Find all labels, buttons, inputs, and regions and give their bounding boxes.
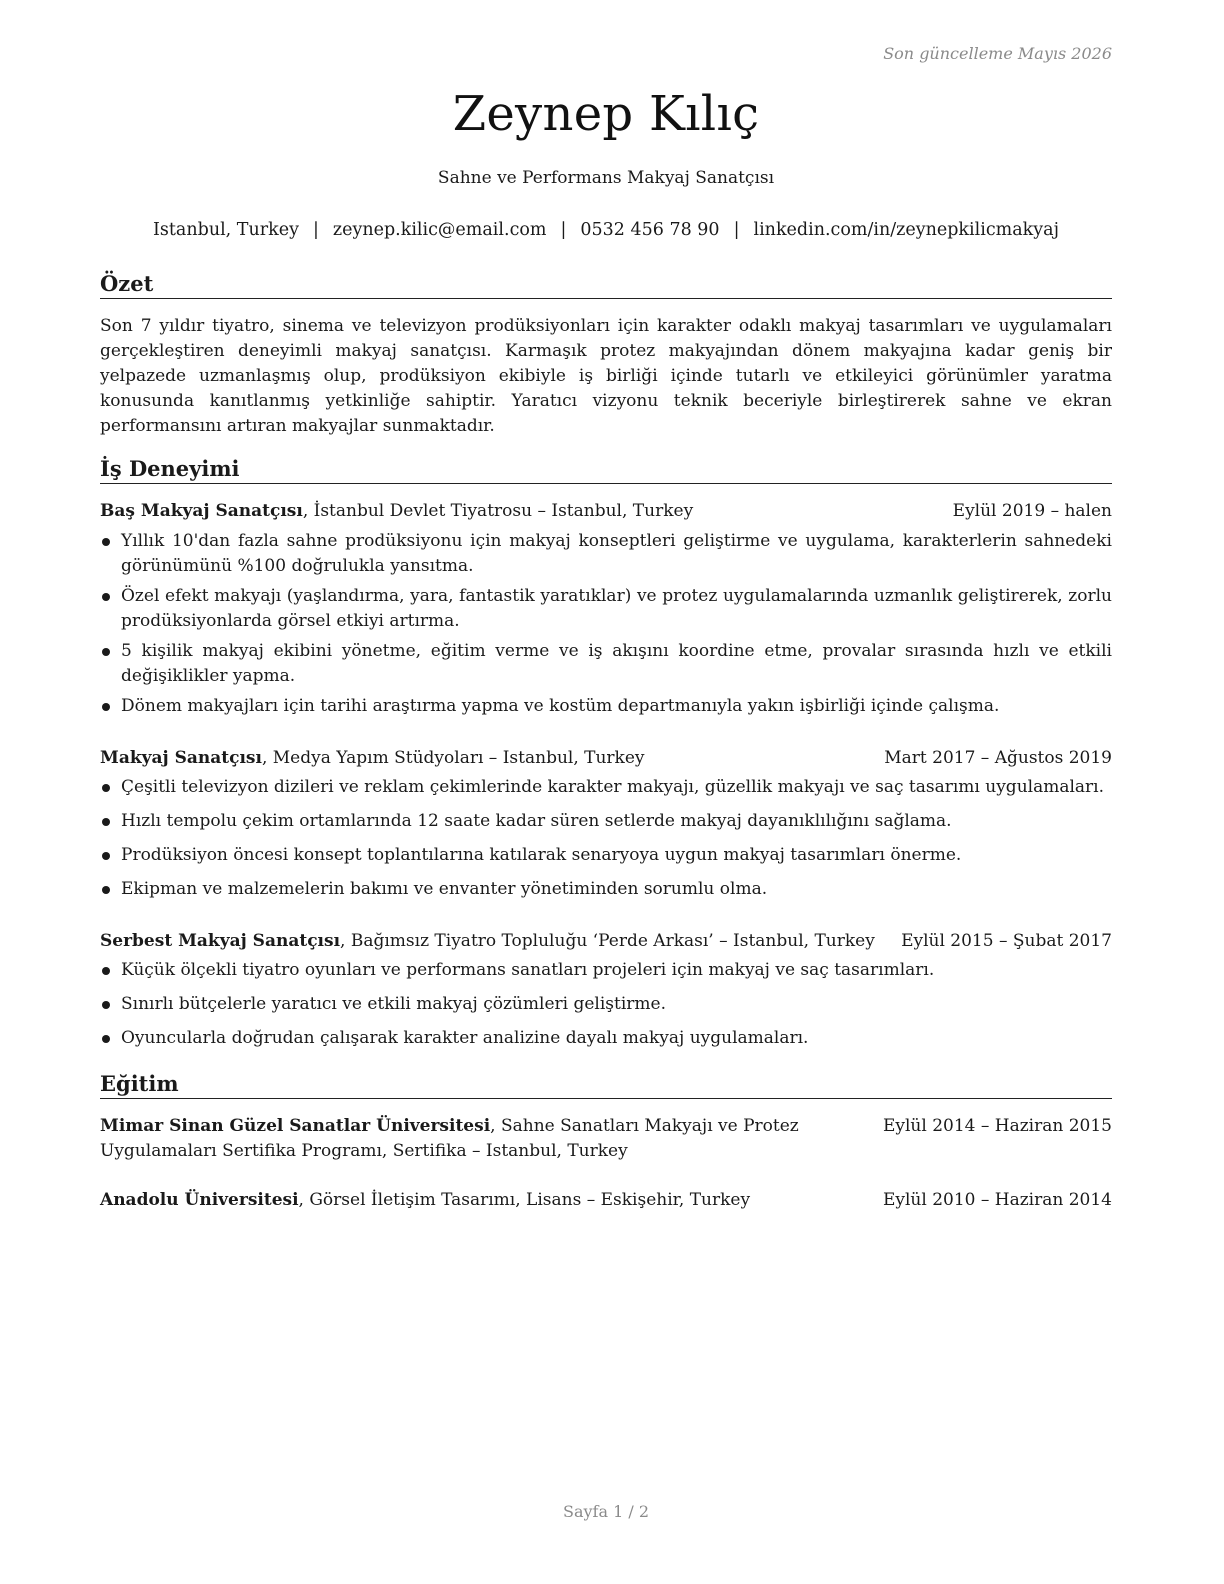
section-title-summary: Özet (100, 271, 1112, 299)
education-school: Anadolu Üniversitesi (100, 1190, 299, 1210)
job-header (100, 746, 1112, 771)
contact-separator: | (312, 220, 319, 240)
contact-location: Istanbul, Turkey (152, 220, 299, 240)
contact-phone: 0532 456 78 90 (580, 220, 720, 240)
job-org: , Medya Yapım Stüdyoları – Istanbul, Turkey (261, 748, 645, 768)
job-role-org (100, 929, 875, 954)
job-bullet: Prodüksiyon öncesi konsept toplantılarına katılarak senaryoya uygun makyaj tasarımları önerme. (100, 843, 1112, 868)
section-title-education: Eğitim (100, 1071, 1112, 1099)
candidate-name: Zeynep Kılıç (452, 86, 760, 142)
job-role-org (100, 499, 693, 524)
job-bullet: 5 kişilik makyaj ekibini yönetme, eğitim verme ve iş akışını koordine etme, provalar sırasında hızlı ve etkili değişiklikler yapma. (100, 639, 1112, 689)
candidate-title: Sahne ve Performans Makyaj Sanatçısı (437, 168, 775, 188)
education-item (100, 1188, 1112, 1213)
summary-text: Son 7 yıldır tiyatro, sinema ve televizyon prodüksiyonları için karakter odaklı makyaj tasarımları ve uygulamaları gerçekleştiren deneyimli makyaj sanatçısı. Karmaşık protez makyajından dönem makyajına kadar geniş bir yelpazede uzmanlaşmış olup, prodüksiyon ekibiyle iş birliği içinde tutarlı ve etkileyici görünümler yaratma konusunda kanıtlanmış yetkinliğe sahiptir. Yaratıcı vizyonu teknik beceriyle birleştirerek sahne ve ekran performansını artıran makyajlar sunmaktadır. (100, 316, 1112, 436)
job-header (100, 499, 1112, 524)
education-school: Mimar Sinan Güzel Sanatlar Üniversitesi (100, 1116, 491, 1136)
job-role-org (100, 746, 645, 771)
job-bullet: Küçük ölçekli tiyatro oyunları ve performans sanatları projeleri için makyaj ve saç tasarımları. (100, 958, 1112, 983)
job-org: , İstanbul Devlet Tiyatrosu – Istanbul, Turkey (302, 501, 694, 521)
education-dates: Eylül 2010 – Haziran 2014 (882, 1190, 1112, 1210)
last-updated: Son güncelleme Mayıs 2026 (883, 44, 1112, 63)
education-item (100, 1114, 1112, 1164)
job-bullet: Ekipman ve malzemelerin bakımı ve envanter yönetiminden sorumlu olma. (100, 877, 1112, 902)
page-number: Sayfa 1 / 2 (562, 1502, 649, 1521)
job-org: , Bağımsız Tiyatro Topluluğu ‘Perde Arkası’ – Istanbul, Turkey (340, 931, 875, 951)
job-role: Baş Makyaj Sanatçısı (100, 501, 303, 521)
education-detail: , Sahne Sanatları Makyajı ve Protez Uygulamaları Sertifika Programı, Sertifika – Istanbul, Turkey (100, 1116, 799, 1161)
job-dates: Mart 2017 – Ağustos 2019 (884, 748, 1112, 768)
contact-separator: | (733, 220, 740, 240)
job-dates: Eylül 2015 – Şubat 2017 (901, 931, 1112, 951)
job-bullet: Sınırlı bütçelerle yaratıcı ve etkili makyaj çözümleri geliştirme. (100, 992, 1112, 1017)
education-dates: Eylül 2014 – Haziran 2015 (882, 1116, 1112, 1136)
job-bullets (100, 775, 1112, 902)
job-role: Makyaj Sanatçısı (100, 748, 262, 768)
education-detail: , Görsel İletişim Tasarımı, Lisans – Eskişehir, Turkey (298, 1190, 751, 1210)
job-bullet: Özel efekt makyajı (yaşlandırma, yara, fantastik yaratıklar) ve protez uygulamalarında uzmanlık geliştirerek, zorlu prodüksiyonlarda görsel etkiyi artırma. (100, 584, 1112, 634)
job-bullet: Dönem makyajları için tarihi araştırma yapma ve kostüm departmanıyla yakın işbirliği içinde çalışma. (100, 694, 1112, 719)
job-bullets (100, 958, 1112, 1051)
job-bullet: Yıllık 10'dan fazla sahne prodüksiyonu için makyaj konseptleri geliştirme ve uygulama, karakterlerin sahnedeki görünümünü %100 doğrulukla yansıtma. (100, 529, 1112, 579)
job-bullet: Hızlı tempolu çekim ortamlarında 12 saate kadar süren setlerde makyaj dayanıklılığını sağlama. (100, 809, 1112, 834)
job-bullets (100, 529, 1112, 719)
education-text (100, 1188, 750, 1213)
section-title-experience: İş Deneyimi (100, 456, 1112, 484)
job-bullet: Oyuncularla doğrudan çalışarak karakter analizine dayalı makyaj uygulamaları. (100, 1026, 1112, 1051)
contact-separator: | (560, 220, 567, 240)
job-bullet: Çeşitli televizyon dizileri ve reklam çekimlerinde karakter makyajı, güzellik makyajı ve saç tasarımı uygulamaları. (100, 775, 1112, 800)
contact-linkedin[interactable]: linkedin.com/in/zeynepkilicmakyaj (753, 220, 1059, 240)
job-dates: Eylül 2019 – halen (952, 501, 1112, 521)
contact-line (100, 220, 1112, 240)
contact-email[interactable]: zeynep.kilic@email.com (332, 220, 547, 240)
resume-page (100, 0, 1112, 1584)
job-header (100, 929, 1112, 954)
education-text (100, 1114, 880, 1164)
job-role: Serbest Makyaj Sanatçısı (100, 931, 341, 951)
